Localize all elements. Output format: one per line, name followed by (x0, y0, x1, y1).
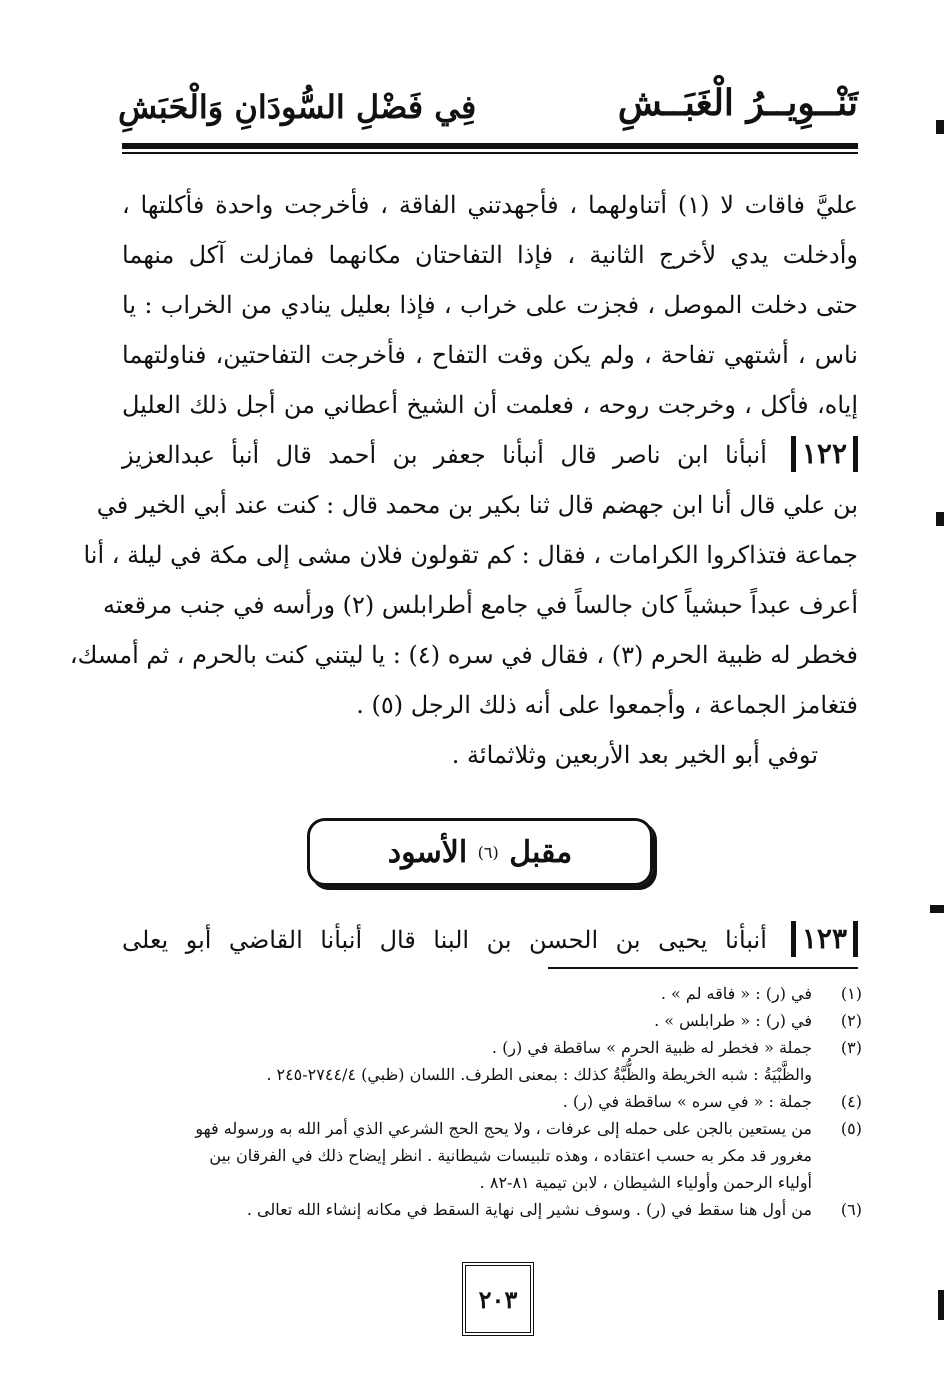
main-text (69, 180, 858, 780)
footnote-number: (٦) (840, 1200, 862, 1219)
footnote-text: من يستعين بالجن على حمله إلى عرفات ، ولا يحج الحج الشرعي الذي أمر الله به ورسوله فهو (195, 1119, 812, 1138)
footnote-text: مغرور قد مكر به حسب اعتقاده ، وهذه تلبيسات شيطانية . انظر إيضاح ذلك في الفرقان بين (209, 1146, 812, 1165)
text-line: عليَّ فاقات لا (١) أتناولهما ، فأجهدتني الفاقة ، فأخرجت واحدة فأكلتها ، (122, 191, 858, 219)
section-footnote-ref: (٦) (477, 842, 499, 862)
text-line: فخطر له ظبية الحرم (٣) ، فقال في سره (٤) : يا ليتني كنت بالحرم ، ثم أمسك، (69, 641, 858, 669)
section-heading (307, 818, 653, 886)
footnote (122, 1115, 862, 1196)
book-subtitle: فِي فَضْلِ السُّودَانِ وَالْحَبَشِ (118, 88, 477, 126)
entry-123-text: أنبأنا يحيى بن الحسن بن البنا قال أنبأنا القاضي أبو يعلى (122, 926, 767, 954)
footnote (122, 980, 862, 1007)
entry-123-line (122, 915, 858, 965)
footnote-text: أولياء الرحمن وأولياء الشيطان ، لابن تيمية ٨١-٨٢ . (479, 1173, 812, 1192)
header-rule-thin (122, 152, 858, 154)
entry-number-122: ١٢٢ (791, 436, 858, 472)
entry-123 (122, 915, 858, 965)
footnote-number: (٢) (840, 1011, 862, 1030)
footnote (122, 1034, 862, 1088)
scan-edge-mark (936, 512, 944, 526)
text-line: أعرف عبداً حبشياً كان جالساً في جامع أطرابلس (٢) ورأسه في جنب مرقعته (102, 591, 858, 619)
footnote (122, 1007, 862, 1034)
footnote-number: (٣) (840, 1038, 862, 1057)
footnote-text: من أول هنا سقط في (ر) . وسوف نشير إلى نهاية السقط في مكانه إنشاء الله تعالى . (246, 1200, 812, 1219)
section-title-part: الأسود (387, 834, 468, 870)
text-line: وأدخلت يدي لأخرج الثانية ، فإذا التفاحتان مكانهما فمازلت آكل منهما (122, 241, 858, 269)
footnotes (122, 980, 862, 1223)
footnote (122, 1196, 862, 1223)
text-line: ناس ، أشتهي تفاحة ، ولم يكن وقت التفاح ، فأخرجت التفاحتين، فناولتهما (122, 341, 858, 369)
footnote-number: (٤) (840, 1092, 862, 1111)
page-number: ٢٠٣ (462, 1262, 534, 1336)
footnote-text: في (ر) : « طرابلس » . (654, 1011, 812, 1030)
text-line: جماعة فتذاكروا الكرامات ، فقال : كم تقولون فلان مشى إلى مكة في ليلة ، أنا (83, 541, 858, 569)
text-line: بن علي قال أنا ابن جهضم قال ثنا بكير بن محمد قال : كنت عند أبي الخير في (96, 491, 858, 519)
text-line: إياه، فأكل ، وخرجت روحه ، فعلمت أن الشيخ أعطاني من أجل ذلك العليل (122, 391, 858, 419)
header-rule-thick (122, 143, 858, 149)
section-title-part: مقبل (509, 834, 573, 870)
scan-edge-mark (930, 905, 944, 913)
text-line: حتى دخلت الموصل ، فجزت على خراب ، فإذا بعليل ينادي من الخراب : يا (122, 291, 858, 319)
footnote-text: جملة : « في سره » ساقطة في (ر) . (562, 1092, 812, 1111)
footnote-text: والظَّبْيَةُ : شبه الخريطة والظُّبَّةُ كذلك : بمعنى الطرف. اللسان (ظبي) ٢٧٤٤/٤-٢٤٥ . (266, 1065, 812, 1084)
running-header (118, 82, 858, 138)
scan-edge-mark (936, 120, 944, 134)
text-line: فتغامز الجماعة ، وأجمعوا على أنه ذلك الرجل (٥) . (356, 691, 858, 719)
footnote-separator (548, 967, 858, 969)
entry-122-first-line (122, 430, 858, 480)
entry-number-123: ١٢٣ (791, 921, 858, 957)
footnote-number: (٥) (840, 1119, 862, 1138)
entry-122-text: أنبأنا ابن ناصر قال أنبأنا جعفر بن أحمد قال أنبأ عبدالعزيز (122, 441, 767, 469)
footnote-number: (١) (840, 984, 862, 1003)
footnote-text: جملة « فخطر له ظبية الحرم » ساقطة في (ر) . (491, 1038, 812, 1057)
closing-line: توفي أبو الخير بعد الأربعين وثلاثمائة . (451, 741, 818, 769)
footnote (122, 1088, 862, 1115)
scan-edge-mark (938, 1290, 944, 1320)
footnote-text: في (ر) : « فاقه لم » . (660, 984, 812, 1003)
book-title: تَنْــوِيــرُ الْغَبَــشِ (617, 82, 858, 124)
